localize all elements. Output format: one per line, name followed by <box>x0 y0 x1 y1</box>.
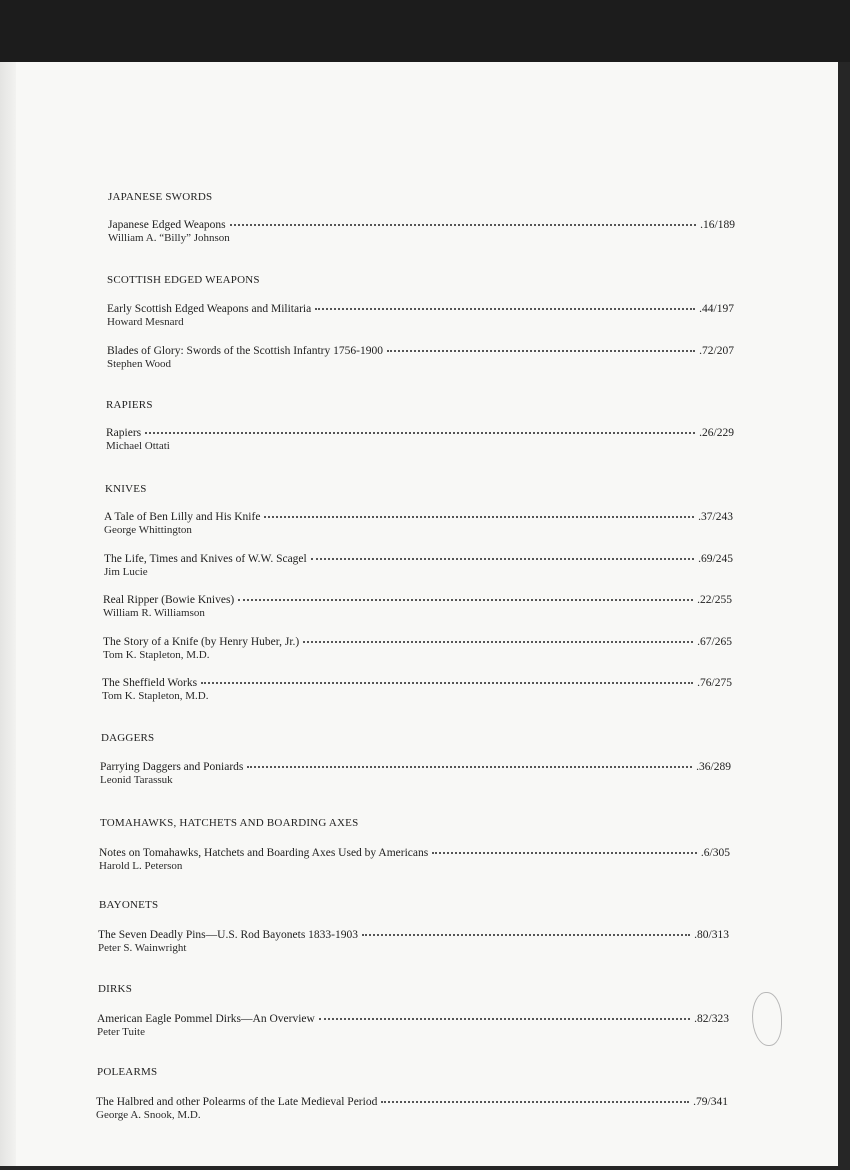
entry-page: .36/289 <box>696 761 731 773</box>
dot-leader <box>145 431 695 434</box>
section-title-tomahawks: TOMAHAWKS, HATCHETS AND BOARDING AXES <box>100 817 359 829</box>
entry-page: .67/265 <box>697 636 732 648</box>
dot-leader <box>311 557 694 560</box>
entry-title: Blades of Glory: Swords of the Scottish Infantry 1756-1900 <box>107 345 383 357</box>
toc-entry[interactable] <box>103 636 732 661</box>
toc-entry[interactable] <box>106 427 734 452</box>
section-title-bayonets: BAYONETS <box>99 899 159 911</box>
entry-author: William R. Williamson <box>103 607 205 619</box>
entry-author: Stephen Wood <box>107 358 171 370</box>
section-title-scottish-edged-weapons: SCOTTISH EDGED WEAPONS <box>107 274 260 286</box>
entry-title: Rapiers <box>106 427 142 439</box>
entry-author: Harold L. Peterson <box>99 860 183 872</box>
entry-page: .80/313 <box>694 929 729 941</box>
entry-page: .44/197 <box>699 303 734 315</box>
entry-title: Japanese Edged Weapons <box>108 219 226 231</box>
entry-title: Parrying Daggers and Poniards <box>100 761 244 773</box>
toc-entry[interactable] <box>103 594 732 619</box>
dot-leader <box>319 1017 690 1020</box>
section-title-daggers: DAGGERS <box>101 732 155 744</box>
dot-leader <box>230 223 697 226</box>
entry-author: Tom K. Stapleton, M.D. <box>103 649 210 661</box>
entry-page: .6/305 <box>700 847 730 859</box>
entry-author: William A. “Billy” Johnson <box>108 232 230 244</box>
dot-leader <box>238 598 693 601</box>
section-title-knives: KNIVES <box>105 483 147 495</box>
toc-entry[interactable] <box>108 219 735 244</box>
toc-entry[interactable] <box>97 1013 729 1038</box>
toc-entry[interactable] <box>96 1096 728 1121</box>
entry-page: .22/255 <box>697 594 732 606</box>
toc-entry[interactable] <box>104 511 733 536</box>
scan-right-border <box>838 62 850 1170</box>
entry-author: Michael Ottati <box>106 440 170 452</box>
dot-leader <box>432 851 697 854</box>
dot-leader <box>201 681 693 684</box>
toc-entry[interactable] <box>98 929 729 954</box>
entry-title: Early Scottish Edged Weapons and Militaria <box>107 303 312 315</box>
entry-title: The Story of a Knife (by Henry Huber, Jr.) <box>103 636 300 648</box>
entry-page: .69/245 <box>698 553 733 565</box>
entry-page: .26/229 <box>699 427 734 439</box>
dot-leader <box>387 349 695 352</box>
page-gutter <box>0 62 16 1166</box>
dot-leader <box>264 515 694 518</box>
entry-author: Peter S. Wainwright <box>98 942 187 954</box>
dot-leader <box>247 765 692 768</box>
paper-smudge <box>752 992 782 1046</box>
dot-leader <box>315 307 695 310</box>
entry-title: A Tale of Ben Lilly and His Knife <box>104 511 261 523</box>
entry-author: Leonid Tarassuk <box>100 774 173 786</box>
entry-author: Peter Tuite <box>97 1026 145 1038</box>
dot-leader <box>303 640 693 643</box>
toc-entry[interactable] <box>107 303 734 328</box>
section-title-japanese-swords: JAPANESE SWORDS <box>108 191 213 203</box>
dot-leader <box>362 933 690 936</box>
toc-entry[interactable] <box>102 677 732 702</box>
entry-title: The Life, Times and Knives of W.W. Scagel <box>104 553 307 565</box>
scan-top-border <box>0 0 850 62</box>
section-title-polearms: POLEARMS <box>97 1066 158 1078</box>
entry-author: Howard Mesnard <box>107 316 184 328</box>
entry-title: Real Ripper (Bowie Knives) <box>103 594 235 606</box>
entry-page: .79/341 <box>693 1096 728 1108</box>
toc-entry[interactable] <box>104 553 733 578</box>
entry-title: The Sheffield Works <box>102 677 198 689</box>
dot-leader <box>381 1100 689 1103</box>
entry-page: .37/243 <box>698 511 733 523</box>
section-title-dirks: DIRKS <box>98 983 133 995</box>
scan-bottom-border <box>0 1166 850 1170</box>
entry-author: Jim Lucie <box>104 566 148 578</box>
toc-entry[interactable] <box>100 761 731 786</box>
entry-author: George A. Snook, M.D. <box>96 1109 201 1121</box>
toc-entry[interactable] <box>107 345 734 370</box>
entry-title: Notes on Tomahawks, Hatchets and Boarding Axes Used by Americans <box>99 847 429 859</box>
entry-page: .72/207 <box>699 345 734 357</box>
entry-title: The Halbred and other Polearms of the Late Medieval Period <box>96 1096 378 1108</box>
entry-author: George Whittington <box>104 524 192 536</box>
entry-title: The Seven Deadly Pins—U.S. Rod Bayonets 1833-1903 <box>98 929 359 941</box>
entry-page: .82/323 <box>694 1013 729 1025</box>
entry-author: Tom K. Stapleton, M.D. <box>102 690 209 702</box>
entry-page: .16/189 <box>700 219 735 231</box>
entry-page: .76/275 <box>697 677 732 689</box>
entry-title: American Eagle Pommel Dirks—An Overview <box>97 1013 315 1025</box>
toc-entry[interactable] <box>99 847 730 872</box>
section-title-rapiers: RAPIERS <box>106 399 153 411</box>
